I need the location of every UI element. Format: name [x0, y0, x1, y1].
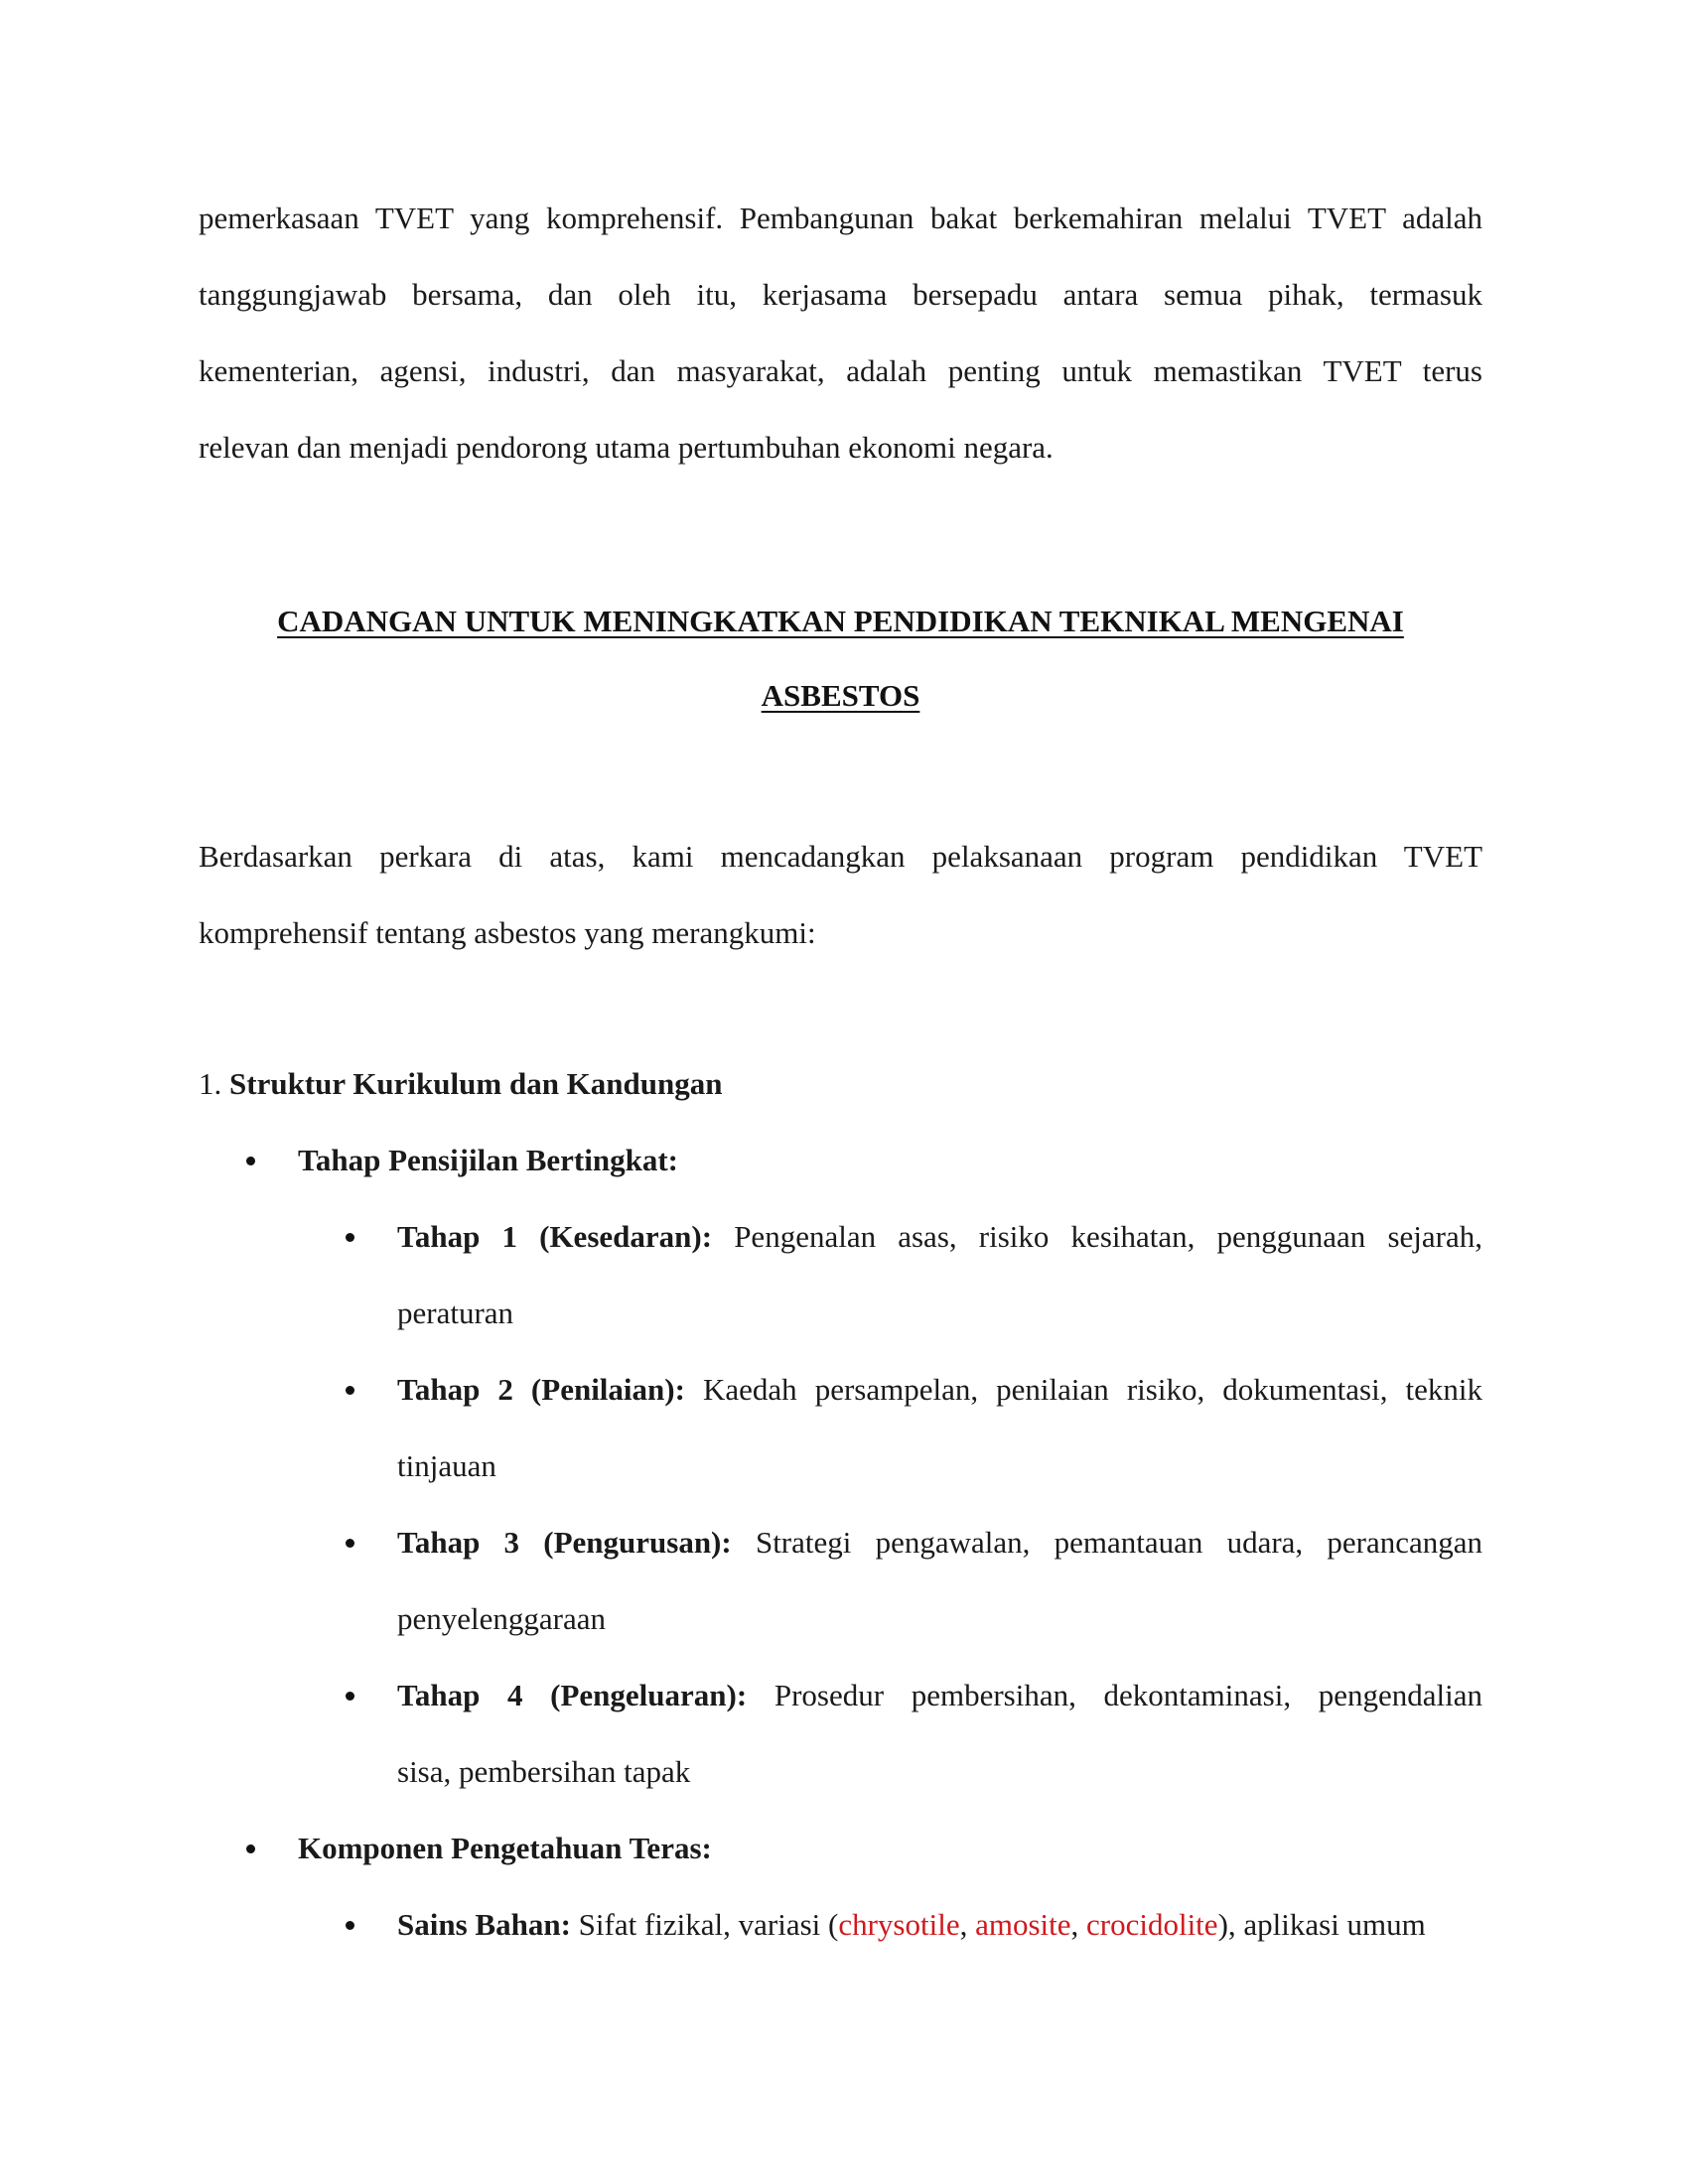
item-label: Tahap 1 (Kesedaran): [397, 1219, 713, 1254]
separator: , [959, 1907, 976, 1942]
intro-line-1: pemerkasaan TVET yang komprehensif. Pembangunan bakat berkemahiran melalui TVET adalah [199, 201, 1482, 235]
section-heading-line-1: CADANGAN UNTUK MENINGKATKAN PENDIDIKAN TEKNIKAL MENGENAI [277, 604, 1404, 638]
intro-line-2: tanggungjawab bersama, dan oleh itu, kerjasama bersepadu antara semua pihak, termasuk [199, 277, 1482, 312]
proposal-line-1: Berdasarkan perkara di atas, kami mencadangkan pelaksanaan program pendidikan TVET [199, 839, 1482, 874]
item-text-end: ), aplikasi umum [1217, 1907, 1426, 1942]
item-label: Sains Bahan: [397, 1907, 571, 1942]
list-item-tahap-2-cont: tinjauan [397, 1448, 496, 1483]
item-label: Tahap 2 (Penilaian): [397, 1372, 685, 1407]
list-item-tahap-1 [397, 1217, 1482, 1257]
item-text: Strategi pengawalan, pemantauan udara, perancangan [755, 1525, 1483, 1560]
section-1-number: 1. [199, 1066, 222, 1101]
bullet-icon [346, 1523, 359, 1537]
proposal-line-2: komprehensif tentang asbestos yang merangkumi: [199, 915, 816, 950]
item-text: Sifat fizikal, variasi ( [578, 1907, 839, 1942]
item-label: Tahap 4 (Pengeluaran): [397, 1678, 748, 1712]
bullet-icon [346, 1370, 359, 1384]
item-label: Tahap 3 (Pengurusan): [397, 1525, 732, 1560]
separator: , [1070, 1907, 1086, 1942]
bullet-icon [346, 1905, 359, 1919]
bullet-icon [346, 1217, 359, 1231]
list-item-tahap-1-cont: peraturan [397, 1296, 514, 1330]
section-heading-line-2: ASBESTOS [761, 678, 920, 713]
highlight-chrysotile: chrysotile [838, 1907, 960, 1942]
highlight-amosite: amosite [975, 1907, 1071, 1942]
item-text: Prosedur pembersihan, dekontaminasi, pengendalian [774, 1678, 1482, 1712]
bullet-icon [246, 1829, 260, 1843]
group-1-title: Tahap Pensijilan Bertingkat: [298, 1143, 678, 1177]
section-1-title-text: Struktur Kurikulum dan Kandungan [229, 1066, 723, 1101]
highlight-crocidolite: crocidolite [1086, 1907, 1218, 1942]
item-text: Kaedah persampelan, penilaian risiko, dokumentasi, teknik [702, 1372, 1482, 1407]
intro-line-3: kementerian, agensi, industri, dan masyarakat, adalah penting untuk memastikan TVET terus [199, 353, 1482, 388]
list-item-tahap-4 [397, 1676, 1482, 1715]
list-item-sains-bahan [397, 1905, 1482, 1945]
bullet-icon [346, 1676, 359, 1690]
list-item-tahap-3-cont: penyelenggaraan [397, 1601, 606, 1636]
list-item-tahap-2 [397, 1370, 1482, 1410]
bullet-icon [246, 1141, 260, 1155]
list-item-tahap-3 [397, 1523, 1482, 1563]
item-text: Pengenalan asas, risiko kesihatan, penggunaan sejarah, [734, 1219, 1482, 1254]
list-item-tahap-4-cont: sisa, pembersihan tapak [397, 1754, 691, 1789]
group-2-title: Komponen Pengetahuan Teras: [298, 1831, 712, 1865]
section-1-title [199, 1064, 1482, 1104]
intro-line-4: relevan dan menjadi pendorong utama pertumbuhan ekonomi negara. [199, 430, 1054, 465]
